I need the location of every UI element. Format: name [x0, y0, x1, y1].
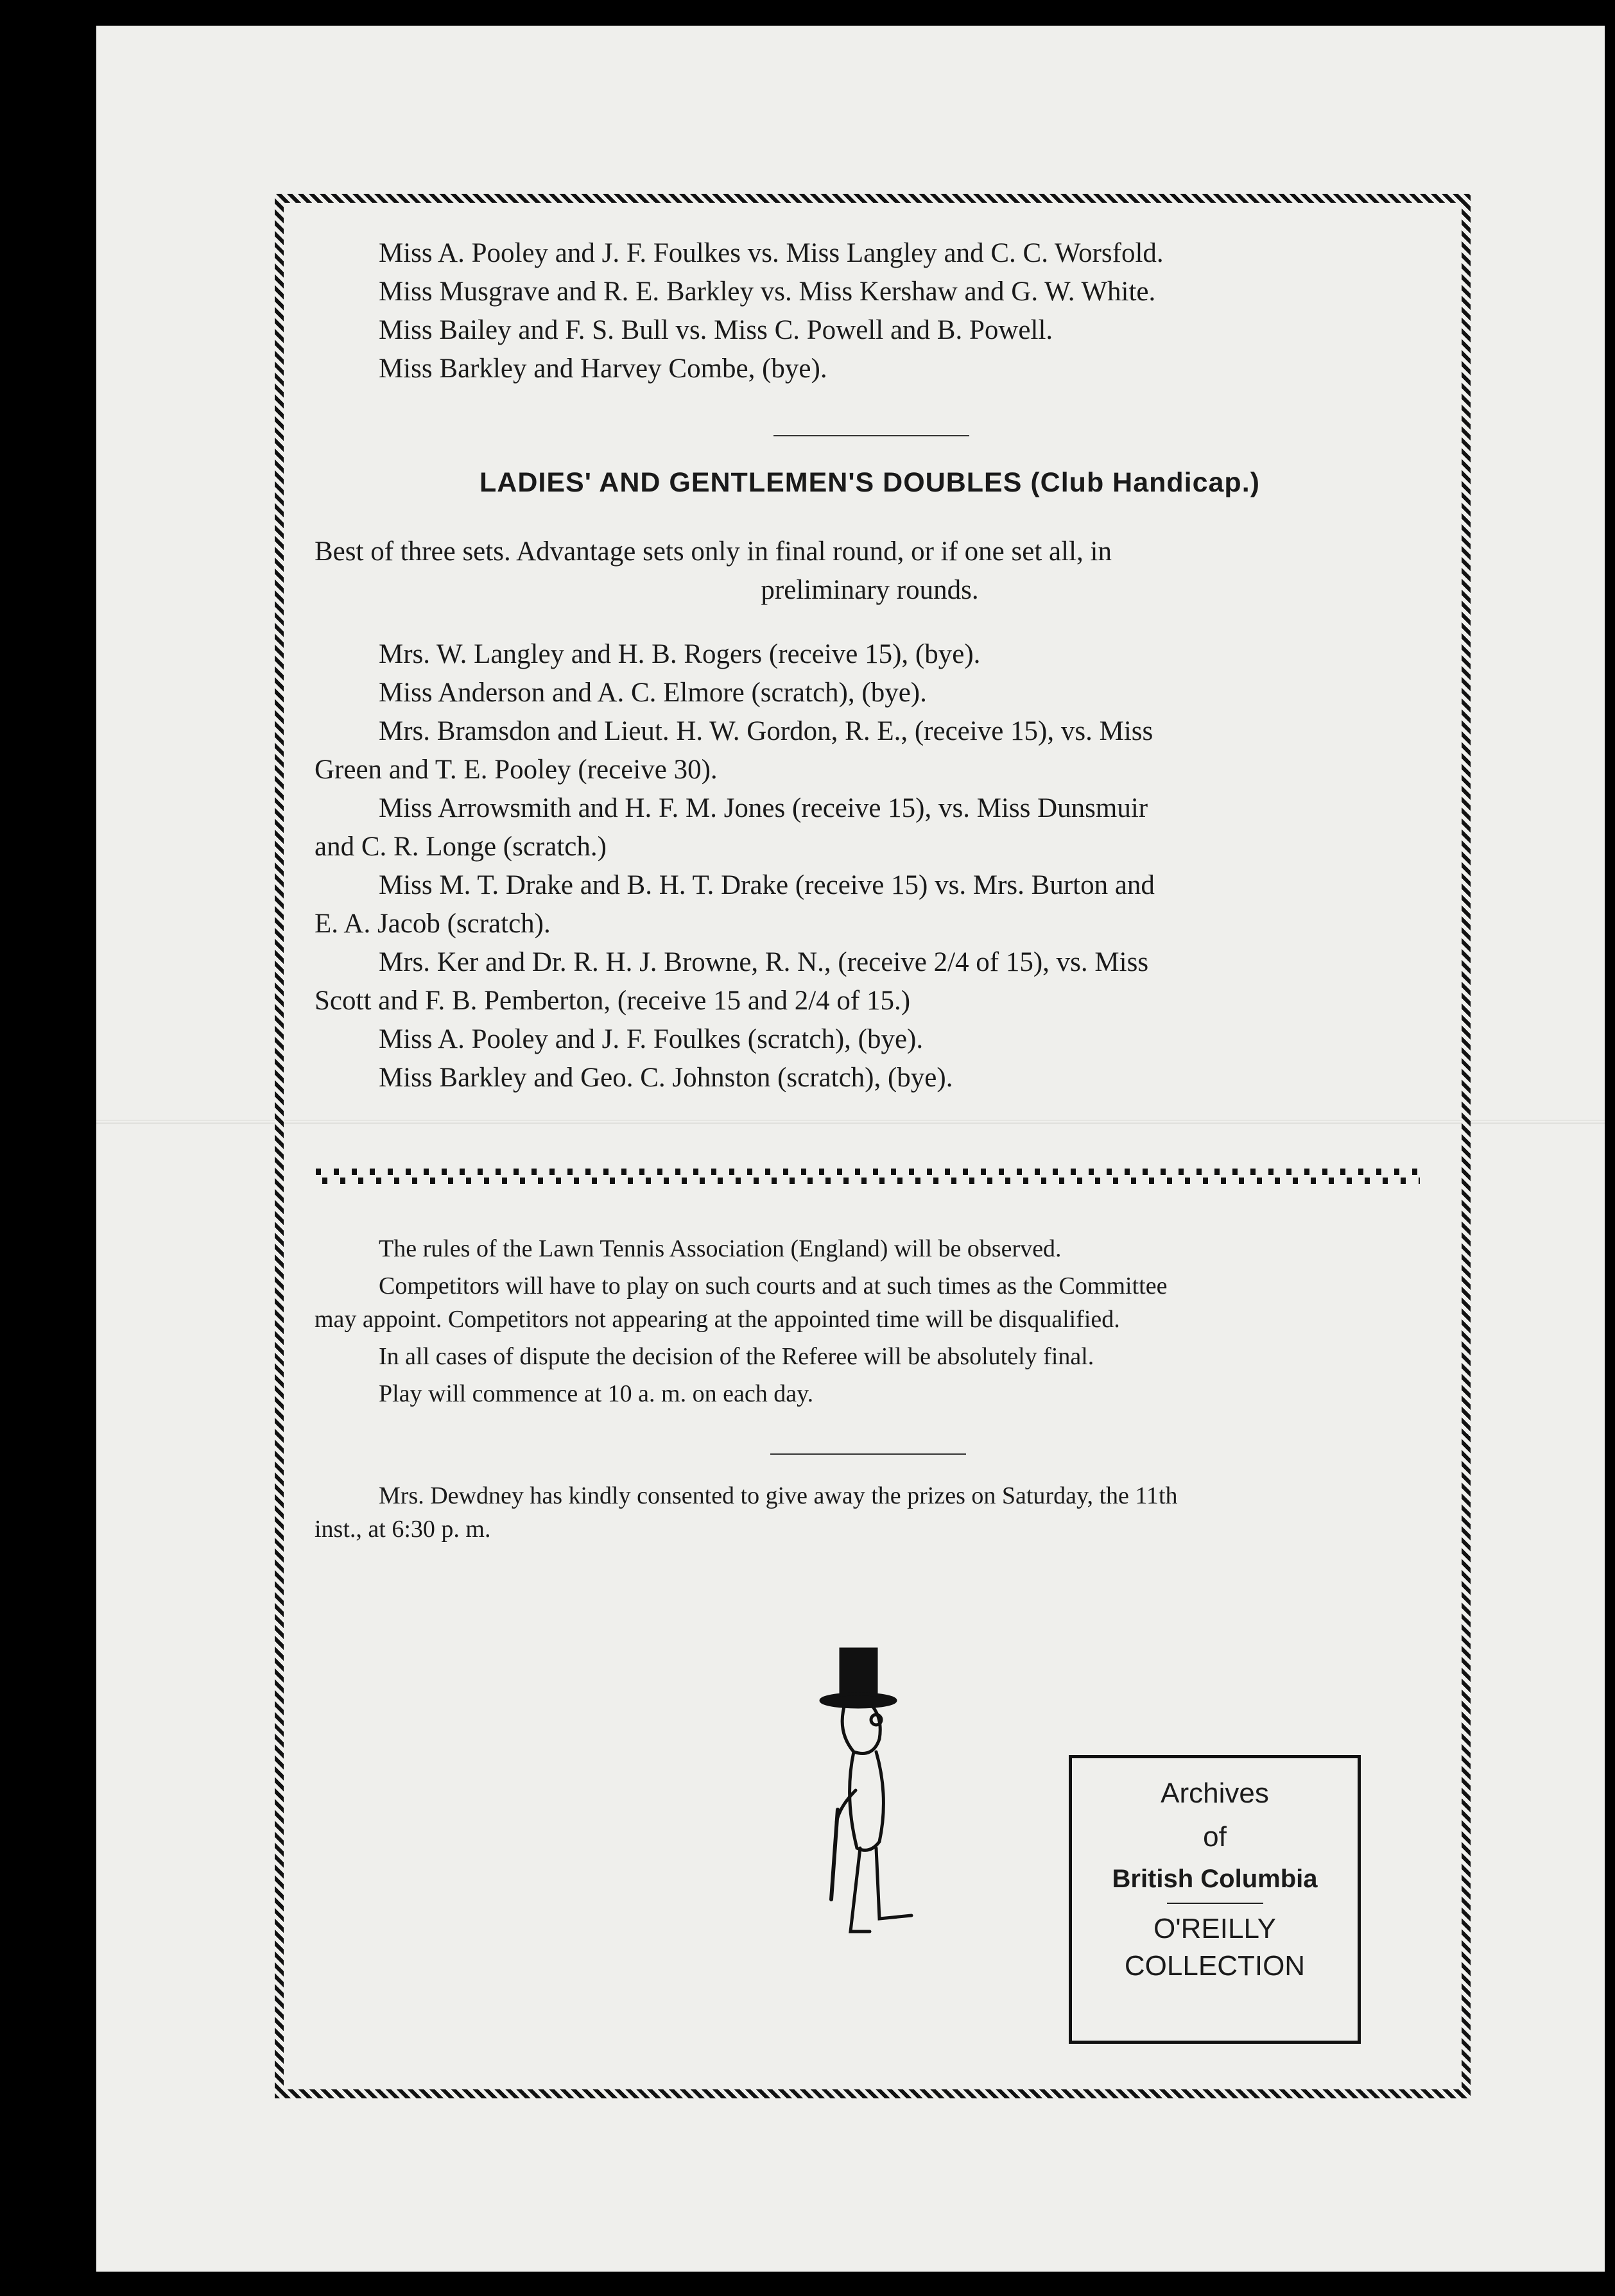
section-title: LADIES' AND GENTLEMEN'S DOUBLES (Club Handicap.): [479, 467, 1260, 498]
intro-line: preliminary rounds.: [761, 575, 979, 605]
rule-line: In all cases of dispute the decision of the Referee will be absolutely final.: [379, 1343, 1094, 1370]
draw-line: Miss Barkley and Harvey Combe, (bye).: [379, 354, 827, 384]
rules-section: [315, 1232, 1425, 1414]
entry-line: E. A. Jacob (scratch).: [315, 909, 551, 939]
archives-stamp: [1069, 1755, 1361, 2044]
rules-divider: [770, 1453, 966, 1455]
stamp-line: Archives: [1161, 1778, 1269, 1809]
ornamental-divider: [316, 1165, 1420, 1190]
section-divider: [773, 435, 969, 436]
entry-line: Green and T. E. Pooley (receive 30).: [315, 755, 718, 785]
entry-line: Mrs. Bramsdon and Lieut. H. W. Gordon, R. E., (receive 15), vs. Miss: [379, 716, 1153, 746]
entry-line: Mrs. W. Langley and H. B. Rogers (receive 15), (bye).: [379, 639, 981, 669]
prizes-line: Mrs. Dewdney has kindly consented to give away the prizes on Saturday, the 11th: [379, 1482, 1178, 1509]
section-intro: [315, 533, 1425, 610]
stamp-divider: [1167, 1903, 1263, 1904]
draw-line: Miss A. Pooley and J. F. Foulkes vs. Miss Langley and C. C. Worsfold.: [379, 238, 1164, 268]
entry-line: Miss A. Pooley and J. F. Foulkes (scratch), (bye).: [379, 1024, 924, 1054]
prizes-note: [315, 1479, 1425, 1550]
gentleman-figure-illustration: [780, 1643, 934, 1951]
draw-line: Miss Bailey and F. S. Bull vs. Miss C. Powell and B. Powell.: [379, 315, 1053, 345]
rule-line: Play will commence at 10 a. m. on each day.: [379, 1380, 814, 1407]
entry-line: Miss M. T. Drake and B. H. T. Drake (receive 15) vs. Mrs. Burton and: [379, 870, 1155, 900]
rule-line: may appoint. Competitors not appearing at the appointed time will be disqualified.: [315, 1306, 1120, 1333]
intro-line: Best of three sets. Advantage sets only in final round, or if one set all, in: [315, 536, 1112, 567]
entries-list: [315, 635, 1425, 1097]
stamp-line: COLLECTION: [1124, 1950, 1306, 1982]
rule-line: The rules of the Lawn Tennis Association (England) will be observed.: [379, 1235, 1062, 1262]
entry-line: Mrs. Ker and Dr. R. H. J. Browne, R. N., (receive 2/4 of 15), vs. Miss: [379, 947, 1149, 977]
stamp-line: of: [1203, 1821, 1227, 1853]
entry-line: Miss Barkley and Geo. C. Johnston (scratch), (bye).: [379, 1063, 953, 1093]
entry-line: Miss Arrowsmith and H. F. M. Jones (receive 15), vs. Miss Dunsmuir: [379, 793, 1148, 823]
entry-line: Miss Anderson and A. C. Elmore (scratch), (bye).: [379, 678, 927, 708]
continued-draw: [315, 234, 1425, 388]
entry-line: Scott and F. B. Pemberton, (receive 15 and 2/4 of 15.): [315, 986, 911, 1016]
stamp-line: British Columbia: [1112, 1865, 1318, 1893]
prizes-line: inst., at 6:30 p. m.: [315, 1516, 491, 1543]
draw-line: Miss Musgrave and R. E. Barkley vs. Miss Kershaw and G. W. White.: [379, 277, 1156, 307]
stamp-line: O'REILLY: [1153, 1913, 1276, 1944]
rule-line: Competitors will have to play on such courts and at such times as the Committee: [379, 1272, 1168, 1299]
entry-line: and C. R. Longe (scratch.): [315, 832, 607, 862]
